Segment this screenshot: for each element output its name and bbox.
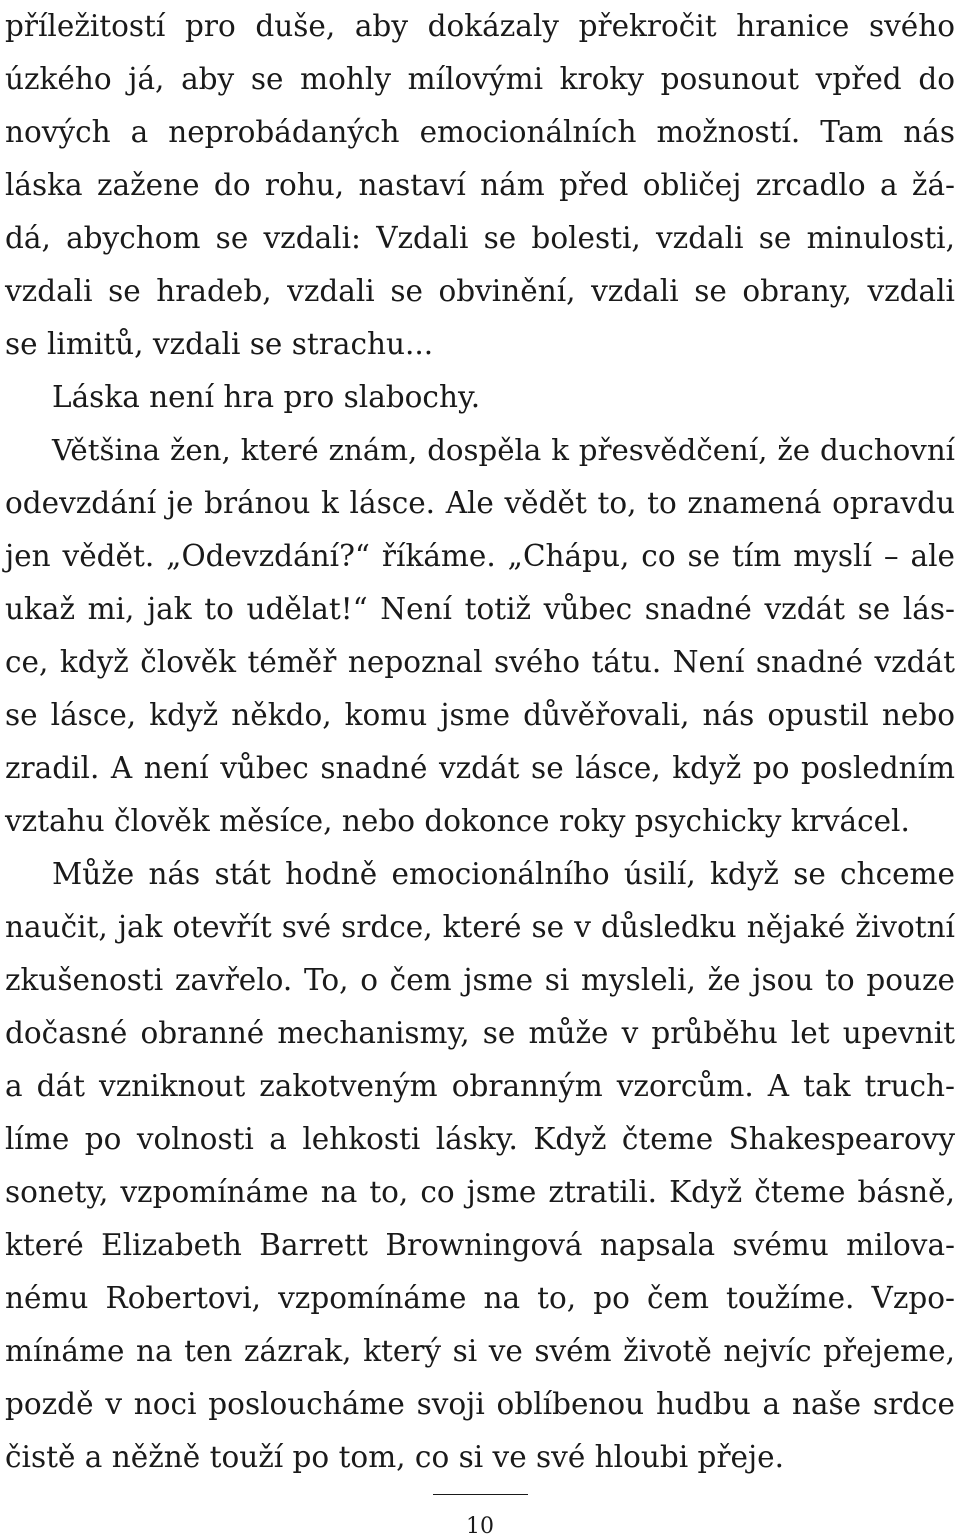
text-line: jen vědět. „Odevzdání?“ říkáme. „Chápu, co se tím myslí – ale <box>5 539 955 573</box>
text-line: zkušenosti zavřelo. To, o čem jsme si mysleli, že jsou to pouze <box>5 963 955 997</box>
text-line: zradil. A není vůbec snadné vzdát se lásce, když po posledním <box>5 751 955 785</box>
text-line: se limitů, vzdali se strachu... <box>5 327 434 361</box>
text-line: nových a neprobádaných emocionálních možností. Tam nás <box>5 115 955 149</box>
text-line: dočasné obranné mechanismy, se může v průběhu let upevnit <box>5 1016 955 1050</box>
text-line: které Elizabeth Barrett Browningová napsala svému milova- <box>5 1228 955 1262</box>
text-line: ce, když člověk téměř nepoznal svého tátu. Není snadné vzdát <box>5 645 955 679</box>
text-line: Láska není hra pro slabochy. <box>52 380 481 414</box>
text-line: sonety, vzpomínáme na to, co jsme ztratili. Když čteme básně, <box>5 1175 955 1209</box>
text-line: a dát vzniknout zakotveným obranným vzorcům. A tak truch- <box>5 1069 955 1103</box>
text-line: dá, abychom se vzdali: Vzdali se bolesti, vzdali se minulosti, <box>5 221 955 255</box>
text-line: nému Robertovi, vzpomínáme na to, po čem toužíme. Vzpo- <box>5 1281 955 1315</box>
page-body <box>5 0 955 1484</box>
text-line: ukaž mi, jak to udělat!“ Není totiž vůbec snadné vzdát se lás- <box>5 592 955 626</box>
text-line: čistě a něžně touží po tom, co si ve své hloubi přeje. <box>5 1440 784 1474</box>
text-line: líme po volnosti a lehkosti lásky. Když čteme Shakespearovy <box>5 1122 955 1156</box>
text-line: Může nás stát hodně emocionálního úsilí, když se chceme <box>52 857 955 891</box>
page-number: 10 <box>466 1514 494 1539</box>
text-line: se lásce, když někdo, komu jsme důvěřovali, nás opustil nebo <box>5 698 955 732</box>
footer-divider <box>433 1494 528 1495</box>
text-line: příležitostí pro duše, aby dokázaly překročit hranice svého <box>5 9 955 43</box>
text-line: vzdali se hradeb, vzdali se obvinění, vzdali se obrany, vzdali <box>5 274 955 308</box>
text-line: odevzdání je bránou k lásce. Ale vědět to, to znamená opravdu <box>5 486 955 520</box>
text-line: pozdě v noci posloucháme svoji oblíbenou hudbu a naše srdce <box>5 1387 955 1421</box>
text-line: úzkého já, aby se mohly mílovými kroky posunout vpřed do <box>5 62 955 96</box>
text-line: vztahu člověk měsíce, nebo dokonce roky psychicky krvácel. <box>5 804 910 838</box>
text-line: láska zažene do rohu, nastaví nám před obličej zrcadlo a žá- <box>5 168 955 202</box>
text-line: mínáme na ten zázrak, který si ve svém životě nejvíc přejeme, <box>5 1334 955 1368</box>
text-line: Většina žen, které znám, dospěla k přesvědčení, že duchovní <box>52 433 955 467</box>
text-line: naučit, jak otevřít své srdce, které se v důsledku nějaké životní <box>5 910 955 944</box>
